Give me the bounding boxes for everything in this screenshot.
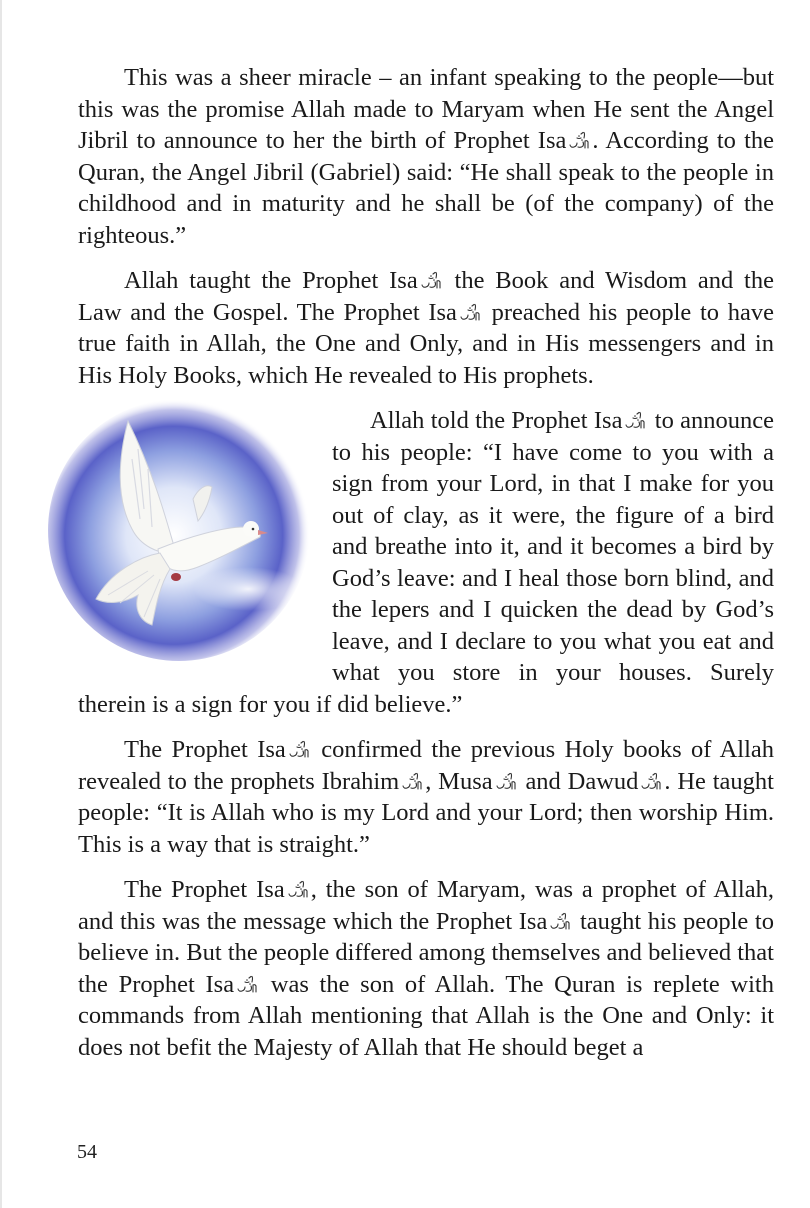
arabic-salutation-icon	[401, 772, 423, 791]
arabic-salutation-icon	[568, 131, 590, 150]
text-run: . He taught people: “It is Allah who is my Lord and your Lord; then worship Him. This is a way that is straight.”	[78, 767, 774, 858]
paragraph-2	[78, 265, 774, 391]
text-run: . According to the Quran, the Angel Jibril (Gabriel) said: “He shall speak to the people in childhood and in maturity and he shall be (of the company) of the righteous.”	[78, 127, 775, 249]
arabic-salutation-icon	[459, 303, 481, 322]
text-run: was the son of Allah. The Quran is replete with commands from Allah mentioning that Allah is the One and Only: it does not befit the Majesty of Allah that He should beget a	[78, 970, 774, 1061]
page-number: 54	[77, 1141, 97, 1163]
text-run: Allah taught the Prophet Isa	[124, 267, 418, 294]
text-run: Allah told the Prophet Isa	[370, 407, 623, 434]
arabic-salutation-icon	[288, 740, 310, 759]
arabic-salutation-icon	[640, 772, 662, 791]
text-run: to announce to his people: “I have come to you with a sign from your Lord, in that I make for you out of clay, as it were, the figure of a bird and breathe into it, and it becomes a bird by God’s leave: and I heal those born blind, and the lepers and I quicken the dead by God’s leave, and I declare to you what you eat and what you store in your houses. Surely therein is a sign for you if did believe.”	[78, 407, 774, 718]
text-run: The Prophet Isa	[124, 876, 285, 903]
paragraph-3	[78, 405, 774, 720]
paragraph-5	[78, 874, 774, 1063]
text-run: and Dawud	[518, 767, 639, 795]
paragraph-1	[78, 62, 774, 251]
arabic-salutation-icon	[287, 880, 309, 899]
text-run: taught his people to believe in. But the people differed among themselves and believed that the Prophet Isa	[78, 907, 774, 998]
arabic-salutation-icon	[495, 772, 517, 791]
arabic-salutation-icon	[624, 411, 646, 430]
text-run: This was a sheer miracle – an infant speaking to the people—but this was the promise Allah made to Maryam when He sent the Angel Jibril to announce to her the birth of Prophet Isa	[78, 64, 774, 154]
arabic-salutation-icon	[420, 271, 442, 290]
text-run: , the son of Maryam, was a prophet of Allah, and this was the message which the Prophet Isa	[78, 876, 774, 935]
white-dove-icon	[48, 399, 310, 661]
page-content	[78, 62, 774, 1077]
paragraph-4	[78, 734, 774, 860]
text-run: preached his people to have true faith in Allah, the One and Only, and in His messengers and in His Holy Books, which He revealed to His prophets.	[78, 298, 774, 389]
text-run: the Book and Wisdom and the Law and the Gospel. The Prophet Isa	[78, 267, 774, 326]
text-run: The Prophet Isa	[124, 736, 286, 763]
arabic-salutation-icon	[549, 912, 571, 931]
page-edge	[0, 0, 2, 1208]
text-run: , Musa	[425, 767, 493, 795]
arabic-salutation-icon	[236, 975, 258, 994]
text-run: confirmed the previous Holy books of Allah revealed to the prophets Ibrahim	[78, 736, 775, 795]
